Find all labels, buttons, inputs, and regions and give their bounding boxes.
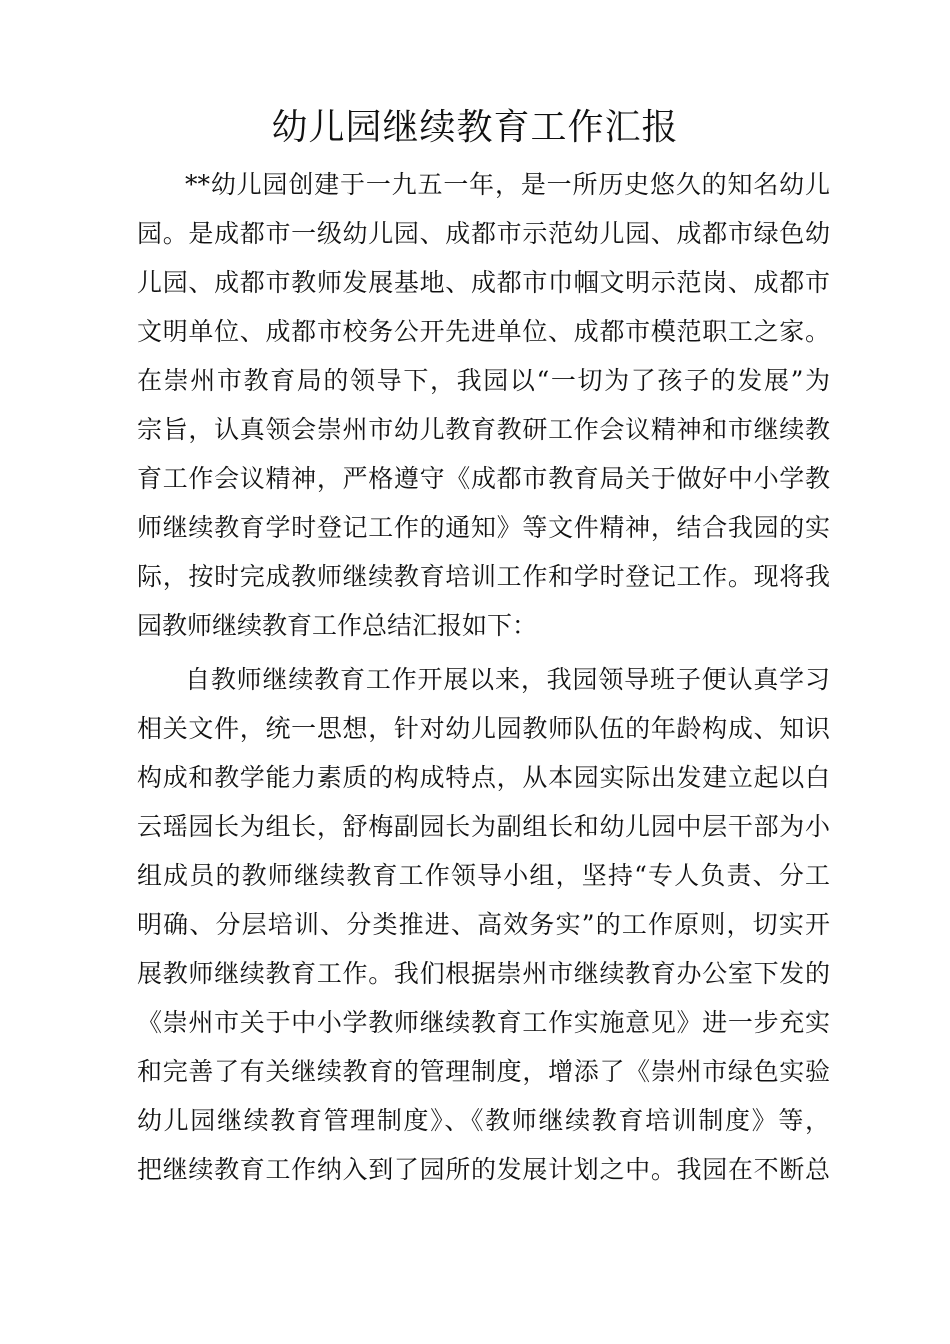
paragraph-2-line-9: 和完善了有关继续教育的管理制度，增添了《崇州市绿色实验 (137, 1057, 830, 1086)
paragraph-2-line-4: 云瑶园长为组长，舒梅副园长为副组长和幼儿园中层干部为小 (137, 812, 830, 841)
paragraph-2-line-7: 展教师继续教育工作。我们根据崇州市继续教育办公室下发的 (137, 959, 830, 988)
document-title: 幼儿园继续教育工作汇报 (271, 107, 679, 148)
paragraph-2-line-10: 幼儿园继续教育管理制度》、《教师继续教育培训制度》等， (137, 1106, 830, 1135)
paragraph-2-line-2: 相关文件，统一思想，针对幼儿园教师队伍的年龄构成、知识 (137, 714, 830, 743)
paragraph-1-line-6: 宗旨，认真领会崇州市幼儿教育教研工作会议精神和市继续教 (137, 415, 830, 444)
paragraph-1-line-2: 园。是成都市一级幼儿园、成都市示范幼儿园、成都市绿色幼 (137, 219, 830, 248)
paragraph-2-line-11: 把继续教育工作纳入到了园所的发展计划之中。我园在不断总 (137, 1155, 830, 1184)
paragraph-2-line-1: 自教师继续教育工作开展以来，我园领导班子便认真学习 (185, 665, 830, 694)
paragraph-2-line-3: 构成和教学能力素质的构成特点，从本园实际出发建立起以白 (137, 763, 830, 792)
paragraph-1-line-5: 在崇州市教育局的领导下，我园以“一切为了孩子的发展”为 (137, 366, 830, 395)
paragraph-2-line-5: 组成员的教师继续教育工作领导小组，坚持“专人负责、分工 (137, 861, 830, 890)
paragraph-2-line-8: 《崇州市关于中小学教师继续教育工作实施意见》进一步充实 (137, 1008, 830, 1037)
paragraph-2-line-6: 明确、分层培训、分类推进、高效务实”的工作原则，切实开 (137, 910, 830, 939)
paragraph-1-line-9: 际，按时完成教师继续教育培训工作和学时登记工作。现将我 (137, 562, 830, 591)
paragraph-1-line-4: 文明单位、成都市校务公开先进单位、成都市模范职工之家。 (137, 317, 830, 346)
paragraph-1-line-8: 师继续教育学时登记工作的通知》等文件精神，结合我园的实 (137, 513, 830, 542)
paragraph-1-line-1: **幼儿园创建于一九五一年，是一所历史悠久的知名幼儿 (185, 170, 830, 199)
paragraph-1-line-7: 育工作会议精神，严格遵守《成都市教育局关于做好中小学教 (137, 464, 830, 493)
paragraph-1-line-10: 园教师继续教育工作总结汇报如下： (137, 611, 538, 640)
paragraph-1-line-3: 儿园、成都市教师发展基地、成都市巾帼文明示范岗、成都市 (137, 268, 830, 297)
